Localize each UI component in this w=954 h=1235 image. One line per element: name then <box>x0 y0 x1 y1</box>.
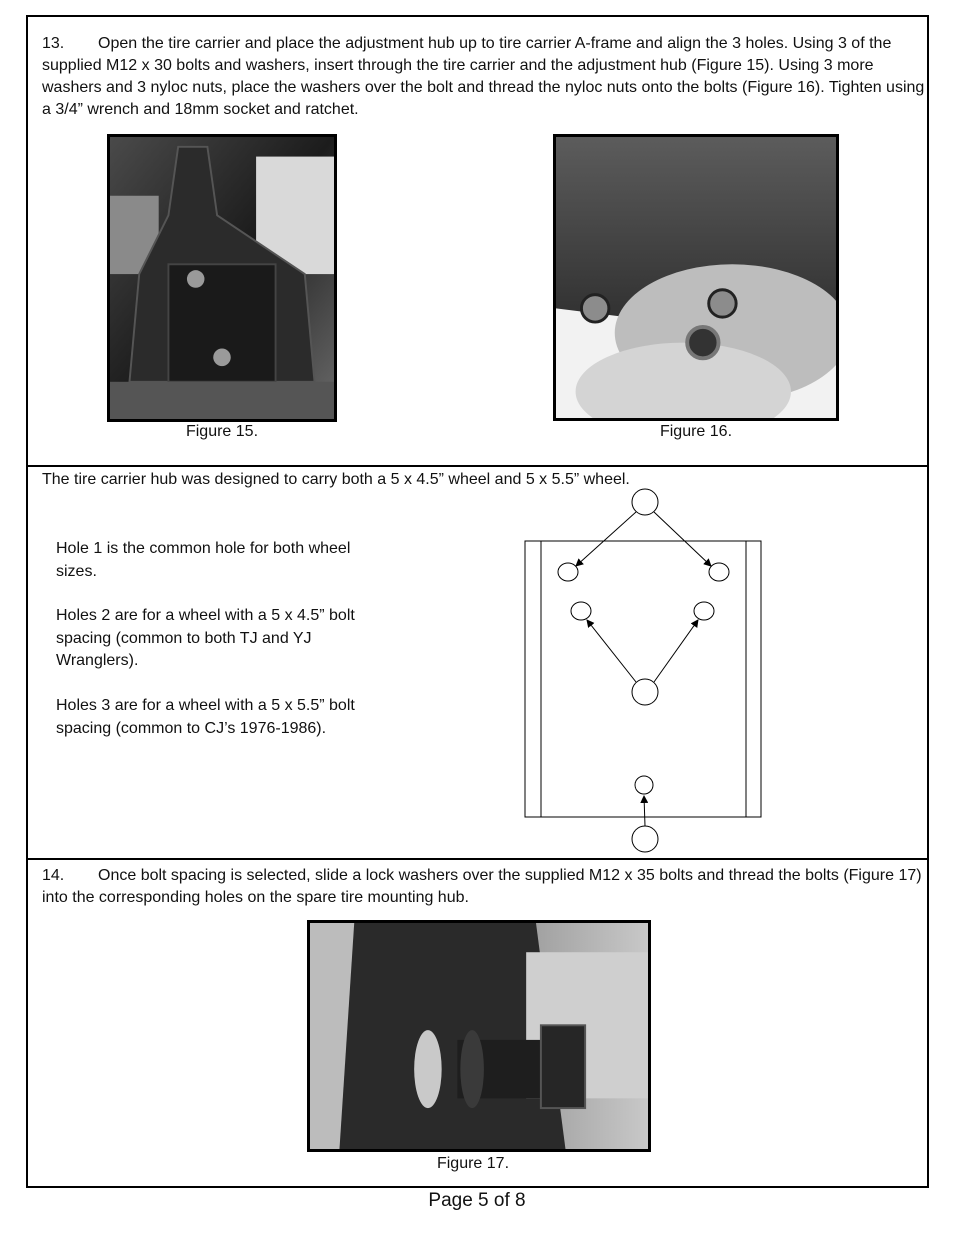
section-divider <box>28 465 927 467</box>
figure-15-caption: Figure 15. <box>185 423 259 440</box>
arrow-to-hole-2-left <box>587 620 636 682</box>
figure-17-image <box>310 923 648 1149</box>
figure-17-photo <box>307 920 651 1152</box>
arrow-to-hole-2-right <box>654 620 698 682</box>
step-13-number: 13. <box>42 35 65 52</box>
step-14-number: 14. <box>42 867 65 884</box>
figure-16-photo <box>553 134 839 421</box>
holes-3-description: Holes 3 are for a wheel with a 5 x 5.5” bolt spacing (common to CJ’s 1976-1986). <box>56 697 355 737</box>
hub-hole-diagram <box>523 487 773 877</box>
arrow-to-hole-3-right <box>654 512 711 566</box>
callout-circle-bottom <box>632 826 658 852</box>
hole-1 <box>635 776 653 794</box>
step-14-body: Once bolt spacing is selected, slide a lock washers over the supplied M12 x 35 bolts and thread the bolts (Figure 17) into the corresponding holes on the spare tire mounting hub. <box>42 867 922 906</box>
arrow-to-hole-3-left <box>576 512 636 566</box>
step-13-text <box>42 33 927 121</box>
instruction-table <box>26 15 929 1188</box>
hole-2-right <box>694 602 714 620</box>
holes-2-description: Holes 2 are for a wheel with a 5 x 4.5” bolt spacing (common to both TJ and YJ Wranglers). <box>56 607 355 669</box>
step-13-body: Open the tire carrier and place the adjustment hub up to tire carrier A-frame and align the 3 holes. Using 3 of the supplied M12 x 30 bolts and washers, insert through the tire carrier and the adjustment hub (Figure 15). Using 3 more washers and 3 nyloc nuts, place the washers over the bolt and thread the nyloc nuts onto the bolts (Figure 16). Tighten using a 3/4” wrench and 18mm socket and ratchet. <box>42 35 925 118</box>
callout-circle-top <box>632 489 658 515</box>
step-14-text <box>42 865 927 909</box>
hole-3-right <box>709 563 729 581</box>
hole-1-description: Hole 1 is the common hole for both wheel sizes. <box>56 540 351 580</box>
hole-2-left <box>571 602 591 620</box>
figure-17-caption: Figure 17. <box>436 1155 510 1172</box>
arrow-to-hole-1 <box>644 796 645 826</box>
figure-15-image <box>110 137 334 419</box>
hub-hole-diagram-svg <box>523 487 773 877</box>
hole-3-left <box>558 563 578 581</box>
page-number: Page 5 of 8 <box>428 1190 526 1211</box>
section-divider <box>28 858 927 860</box>
hub-intro-text: The tire carrier hub was designed to carry both a 5 x 4.5” wheel and 5 x 5.5” wheel. <box>42 471 630 488</box>
callout-circle-middle <box>632 679 658 705</box>
figure-15-photo <box>107 134 337 422</box>
figure-16-image <box>556 137 836 418</box>
figure-16-caption: Figure 16. <box>659 423 733 440</box>
